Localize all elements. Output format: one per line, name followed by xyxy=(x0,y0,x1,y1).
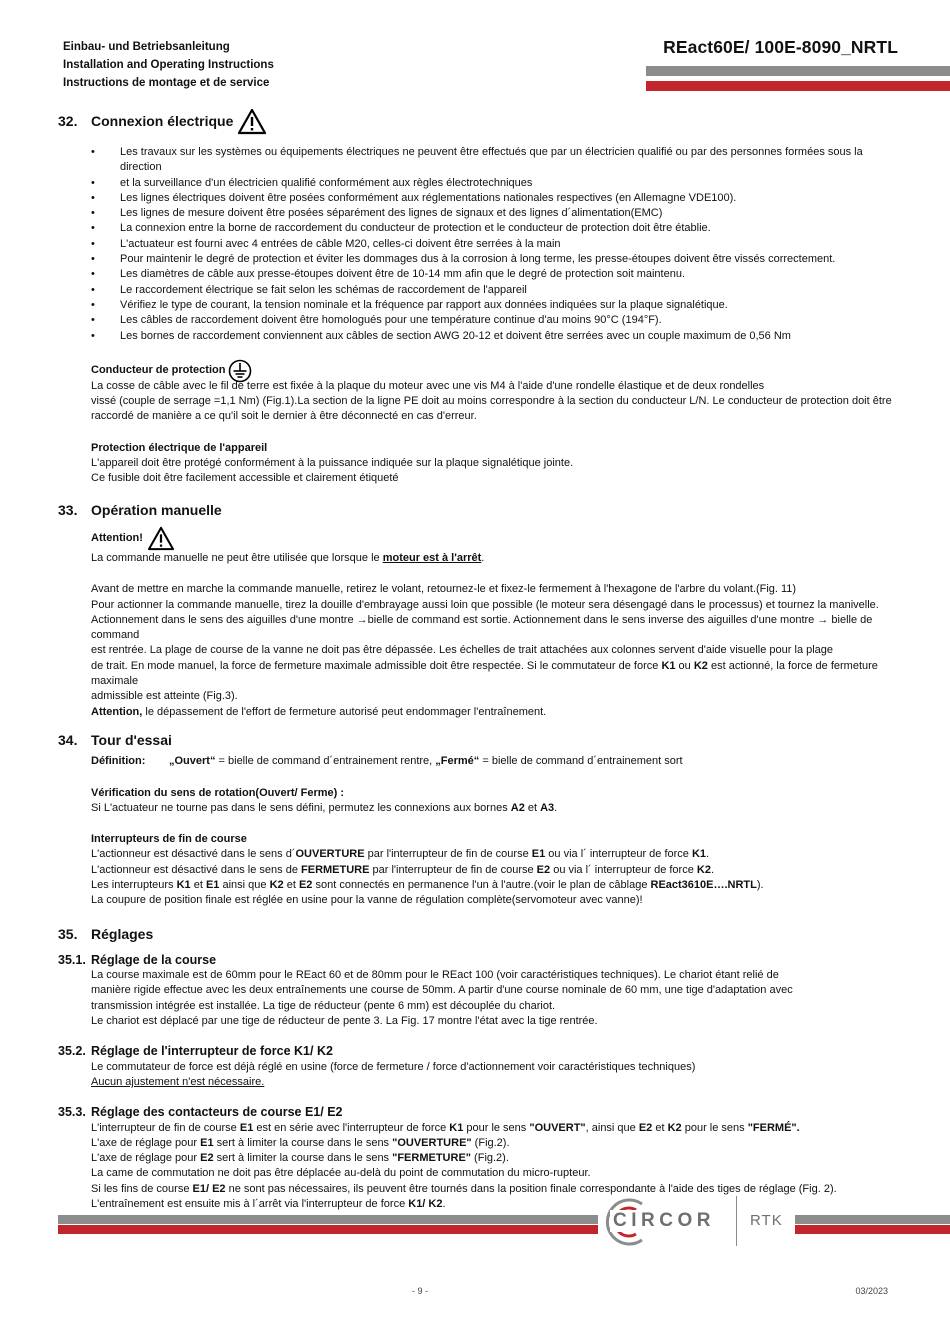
list-item: • Les travaux sur les systèmes ou équipements électriques ne peuvent être effectués que par un électricien qualifié ou par des personnes formées sous la direction xyxy=(58,145,898,176)
paragraph-line xyxy=(91,847,898,862)
section-title: Réglage de l'interrupteur de force K1/ K2 xyxy=(91,1044,333,1059)
section-33-heading xyxy=(58,503,898,518)
definition-line xyxy=(91,754,898,769)
circor-logo xyxy=(602,1196,792,1248)
logo-text: CIRCOR xyxy=(610,1210,718,1232)
torque-switch-block xyxy=(58,1060,898,1091)
text: par l'interrupteur de fin de course xyxy=(369,863,537,876)
text: Les interrupteurs xyxy=(91,878,177,891)
header-band-grey xyxy=(646,66,950,76)
text: (Fig.2). xyxy=(471,1152,509,1165)
text: K1/ K2 xyxy=(408,1198,443,1211)
section-title: Opération manuelle xyxy=(91,501,222,518)
logo-divider xyxy=(736,1196,737,1246)
paragraph-line: transmission intégrée est installée. La tige de réducteur (pente 6 mm) est découplée du chariot. xyxy=(91,999,556,1012)
text: K2 xyxy=(696,863,711,876)
text: E2 xyxy=(536,863,551,876)
text: K1 xyxy=(691,848,707,861)
text: ou via l´ interrupteur de force xyxy=(550,863,697,876)
text: et xyxy=(652,1121,668,1134)
text: A2 xyxy=(510,801,525,814)
text: = bielle de command d´entrainement sort xyxy=(479,755,683,768)
paragraph-line: admissible est atteinte (Fig.3). xyxy=(91,690,238,703)
text: sert à limiter la course dans le sens xyxy=(213,1152,393,1165)
section-number: 33. xyxy=(58,501,78,518)
header-line-de: Einbau- und Betriebsanleitung xyxy=(63,41,230,53)
subsection-title: Interrupteurs de fin de course xyxy=(91,833,247,846)
text: est en série avec l'interrupteur de force xyxy=(253,1121,450,1134)
section-number: 35. xyxy=(58,925,78,942)
text: K1 xyxy=(661,659,676,672)
text: K2 xyxy=(693,659,708,672)
text: "FERMETURE" xyxy=(392,1152,471,1165)
text: et xyxy=(190,878,206,891)
attention-label: Attention! xyxy=(91,532,143,545)
paragraph-line: La coupure de position finale est réglée en usine pour la vanne de régulation complète(servomoteur avec vanne)! xyxy=(91,894,643,907)
paragraph-line: Pour actionner la commande manuelle, tirez la douille d'embrayage aussi loin que possible (le moteur sera désengagé dans le processus) et tournez la manivelle. xyxy=(91,598,879,611)
text: le dépassement de l'effort de fermeture autorisé peut endommager l'entraînement. xyxy=(142,705,547,718)
section-32-heading xyxy=(58,108,898,135)
text: . xyxy=(442,1198,446,1211)
paragraph-line: La course maximale est de 60mm pour le REact 60 et de 80mm pour le REact 100 (voir caractéristiques techniques). Le chariot étant relié de xyxy=(91,969,779,982)
list-item: • et la surveillance d'un électricien qualifié conformément aux règles électrotechniques xyxy=(58,176,898,191)
text: (Fig.2). xyxy=(471,1136,510,1149)
paragraph-line: est rentrée. La plage de course de la vanne ne doit pas être dépassée. Les échelles de trait attachées aux colonnes servent d'aide visuelle pour la plage xyxy=(91,644,834,657)
header-band-red xyxy=(646,81,950,91)
paragraph-line xyxy=(91,551,898,566)
text: pour le sens xyxy=(463,1121,530,1134)
section-number: 35.3. xyxy=(58,1105,86,1120)
text: par l'interrupteur de fin de course xyxy=(364,848,532,861)
text: L'entraînement est ensuite mis à l´arrêt via l'interrupteur de force xyxy=(91,1198,409,1211)
brand-text: RTK xyxy=(750,1212,783,1229)
text: E1 xyxy=(239,1121,254,1134)
text: "FERMÉ". xyxy=(747,1121,800,1134)
text: E1/ E2 xyxy=(192,1182,226,1195)
text: "OUVERT" xyxy=(529,1121,586,1134)
paragraph-line xyxy=(91,1121,898,1136)
text: sert à limiter la course dans le sens xyxy=(213,1136,393,1149)
section-35-heading xyxy=(58,927,898,942)
page-content xyxy=(58,108,898,1212)
list-item: • Pour maintenir le degré de protection et éviter les dommages dus à la corrosion à long terme, les presse-étoupes doivent être vissés correctement. xyxy=(58,252,898,267)
text: K1 xyxy=(176,878,191,891)
section-title: Tour d'essai xyxy=(91,731,172,748)
paragraph-line: Avant de mettre en marche la commande manuelle, retirez le volant, retournez-le et fixez-le fermement à l'hexagone de l'arbre du volant.(Fig. 11) xyxy=(91,583,797,596)
text: pour le sens xyxy=(681,1121,748,1134)
paragraph-line: La came de commutation ne doit pas être déplacée au-delà du point de commutation du micro-rupteur. xyxy=(91,1167,591,1180)
text: K2 xyxy=(667,1121,682,1134)
text: REact3610E….NRTL xyxy=(650,878,757,891)
paragraph-line: vissé (couple de serrage =1,1 Nm) (Fig.1).La section de la ligne PE doit au moins correspondre à la section du conducteur L/N. Le conducteur de protection doit être xyxy=(91,395,892,408)
test-run-block xyxy=(58,754,898,908)
footer-band-grey-left xyxy=(58,1215,598,1224)
text: „Ouvert“ xyxy=(169,755,216,768)
text: K1 xyxy=(449,1121,464,1134)
text: Définition: xyxy=(91,755,146,768)
warning-icon xyxy=(147,526,175,551)
list-item: • La connexion entre la borne de raccordement du conducteur de protection et le conducteur de protection doit être établie. xyxy=(58,221,898,236)
text: ainsi que xyxy=(219,878,270,891)
paragraph-line: raccordé de manière a ce qu'il soit le dernier à être déconnecté en cas d'erreur. xyxy=(91,410,477,423)
list-item: • Les câbles de raccordement doivent être homologués pour une température continue d'au moins 90°C (194°F). xyxy=(58,313,898,328)
text: L'axe de réglage pour xyxy=(91,1152,201,1165)
list-item: • Les lignes électriques doivent être posées conformément aux réglementations nationales respectives (en Allemagne VDE100). xyxy=(58,191,898,206)
section-number: 32. xyxy=(58,112,78,129)
footer-band-red-right xyxy=(795,1225,950,1234)
document-title: REact60E/ 100E-8090_NRTL xyxy=(663,37,898,57)
text: L'axe de réglage pour xyxy=(91,1136,201,1149)
text: FERMETURE xyxy=(301,863,370,876)
paragraph-line: Aucun ajustement n'est nécessaire. xyxy=(91,1075,265,1088)
paragraph-line: Le chariot est déplacé par une tige de réducteur de pente 3. La Fig. 17 montre l'état avec la tige rentrée. xyxy=(91,1015,598,1028)
section-number: 35.2. xyxy=(58,1044,86,1059)
text: E2 xyxy=(638,1121,653,1134)
section-number: 34. xyxy=(58,731,78,748)
text: et xyxy=(524,801,541,814)
manual-operation-block xyxy=(58,527,898,720)
section-title: Connexion électrique xyxy=(91,112,234,129)
section-34-heading xyxy=(58,733,898,748)
emphasis: moteur est à l'arrêt xyxy=(382,551,482,564)
paragraph-line: Actionnement dans le sens des aiguilles d'une montre →bielle de command est sortie. Actionnement dans le sens inverse des aiguilles d'une montre → bielle de command xyxy=(91,613,873,642)
paragraph-line: Ce fusible doit être facilement accessible et clairement étiqueté xyxy=(91,472,399,485)
paragraph-line xyxy=(91,863,898,878)
text: . xyxy=(481,551,485,564)
requirements-list xyxy=(58,145,898,344)
revision-date: 03/2023 xyxy=(855,1286,888,1296)
paragraph-line: Le commutateur de force est déjà réglé en usine (force de fermeture / force d'actionnement voir caractéristiques techniques) xyxy=(91,1060,696,1073)
paragraph-line: manière rigide effectue avec les deux entraînements une course de 50mm. A partir d'une course nominale de 60 mm, une tige d'adaptation avec xyxy=(91,984,793,997)
text: , ainsi que xyxy=(585,1121,639,1134)
text: Si L'actuateur ne tourne pas dans le sens défini, permutez les connexions aux bornes xyxy=(91,801,511,814)
text: Si les fins de course xyxy=(91,1182,193,1195)
text: est actionné, la force de fermeture maximale xyxy=(91,659,878,688)
text: . xyxy=(706,848,710,861)
text: L'actionneur est désactivé dans le sens d´ xyxy=(91,848,296,861)
header-line-en: Installation and Operating Instructions xyxy=(63,59,274,71)
protective-conductor-block xyxy=(58,360,898,487)
paragraph-line xyxy=(91,878,898,893)
header-line-fr: Instructions de montage et de service xyxy=(63,77,270,89)
section-title: Réglage des contacteurs de course E1/ E2 xyxy=(91,1105,343,1120)
subsection-35-3-heading xyxy=(58,1105,898,1120)
paragraph-line xyxy=(91,1151,898,1166)
text: E1 xyxy=(200,1136,214,1149)
text: OUVERTURE xyxy=(295,848,365,861)
paragraph-line xyxy=(91,1136,898,1151)
subsection-35-2-heading xyxy=(58,1044,898,1059)
text: ). xyxy=(756,878,764,891)
footer-band-grey-right xyxy=(795,1215,950,1224)
text: sont connectés en permanence l'un à l'autre.(voir le plan de câblage xyxy=(312,878,651,891)
text: E2 xyxy=(200,1152,214,1165)
text: E1 xyxy=(205,878,220,891)
subsection-title: Vérification du sens de rotation(Ouvert/ Ferme) : xyxy=(91,786,345,799)
subsection-title: Protection électrique de l'appareil xyxy=(91,441,268,454)
paragraph-line: L'appareil doit être protégé conformément à la puissance indiquée sur la plaque signalétique jointe. xyxy=(91,457,574,470)
list-item: • Les bornes de raccordement conviennent aux câbles de section AWG 20-12 et doivent être serrées avec un couple maximum de 0,56 Nm xyxy=(58,329,898,344)
warning-icon xyxy=(237,108,267,135)
section-title: Réglage de la course xyxy=(91,952,217,967)
header-info xyxy=(63,38,274,92)
text: K2 xyxy=(269,878,284,891)
text: . xyxy=(710,863,715,876)
footer-band-red-left xyxy=(58,1225,598,1234)
paragraph-line xyxy=(91,705,898,720)
text: de trait. En mode manuel, la force de fermeture maximale admissible doit être respectée. Si le commutateur de force xyxy=(91,659,662,672)
text: L'actionneur est désactivé dans le sens de xyxy=(91,863,302,876)
section-number: 35.1. xyxy=(58,952,86,967)
text: = bielle de command d´entrainement rentre, xyxy=(215,755,436,768)
list-item: • Le raccordement électrique se fait selon les schémas de raccordement de l'appareil xyxy=(58,283,898,298)
text: A3 xyxy=(540,801,555,814)
text: ne sont pas nécessaires, ils peuvent être tournés dans la position finale correspondante à l'aide des tiges de réglage (Fig. 2). xyxy=(225,1182,837,1195)
text: E2 xyxy=(298,878,313,891)
subsection-35-1-heading xyxy=(58,953,898,968)
text: ou via l´ interrupteur de force xyxy=(545,848,692,861)
text: Attention, xyxy=(91,705,143,718)
paragraph-line xyxy=(91,659,898,690)
list-item: • Les diamètres de câble aux presse-étoupes doivent être de 10-14 mm afin que le degré de protection soit maintenu. xyxy=(58,267,898,282)
section-title: Réglages xyxy=(91,925,154,942)
paragraph-line xyxy=(91,1182,898,1197)
paragraph-line xyxy=(91,801,898,816)
list-item: • Les lignes de mesure doivent être posées séparément des lignes de signaux et des lignes d´alimentation(EMC) xyxy=(58,206,898,221)
text: ou xyxy=(675,659,694,672)
text: La commande manuelle ne peut être utilisée que lorsque le xyxy=(91,551,383,564)
list-item: • L'actuateur est fourni avec 4 entrées de câble M20, celles-ci doivent être serrées à la main xyxy=(58,237,898,252)
text: et xyxy=(283,878,299,891)
text: "OUVERTURE" xyxy=(392,1136,472,1149)
text: „Fermé“ xyxy=(435,755,480,768)
paragraph-line: La cosse de câble avec le fil de terre est fixée à la plaque du moteur avec une vis M4 à l'aide d'une rondelle élastique et de deux rondelles xyxy=(91,379,765,392)
list-item: • Vérifiez le type de courant, la tension nominale et la fréquence par rapport aux données indiquées sur la plaque signalétique. xyxy=(58,298,898,313)
text: L'interrupteur de fin de course xyxy=(91,1121,240,1134)
text: E1 xyxy=(531,848,546,861)
text: . xyxy=(554,801,558,814)
subsection-title: Conducteur de protection xyxy=(91,364,226,377)
page-number: - 9 - xyxy=(411,1286,428,1296)
stroke-adjustment-block xyxy=(58,968,898,1029)
